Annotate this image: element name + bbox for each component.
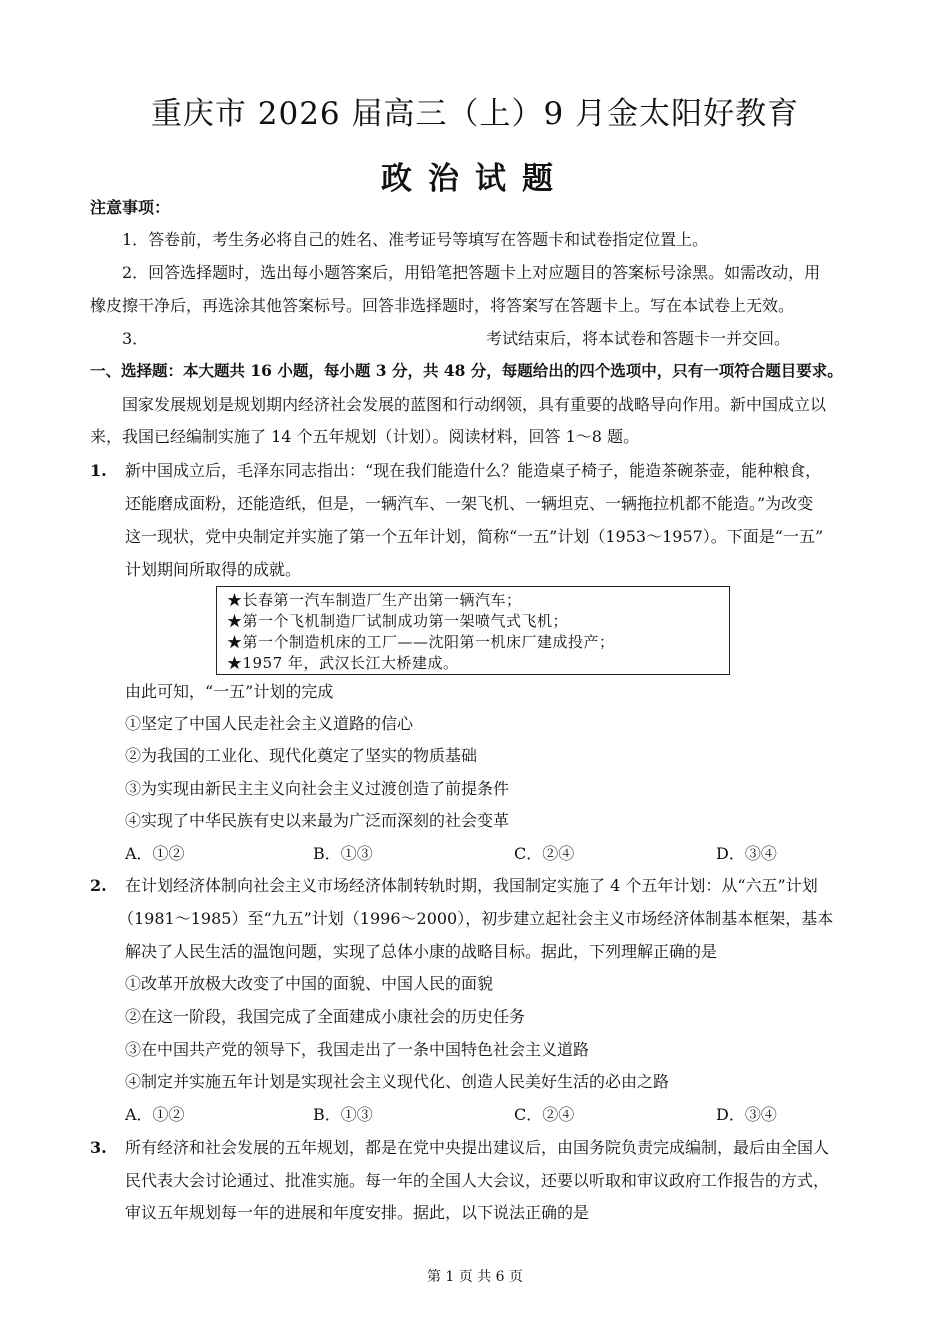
achievement-item: ★长春第一汽车制造厂生产出第一辆汽车； (227, 591, 522, 609)
notice-item-2b: 橡皮擦干净后，再选涂其他答案标号。回答非选择题时，将答案写在答题卡上。写在本试卷上无效。 (90, 296, 795, 315)
question-1-option-b: B．①③ (313, 844, 373, 863)
question-1-statement-2: ②为我国的工业化、现代化奠定了坚实的物质基础 (125, 746, 478, 765)
exam-title: 重庆市 2026 届高三（上）9 月金太阳好教育 (150, 96, 800, 132)
question-1-lead: 由此可知，“一五”计划的完成 (125, 682, 334, 701)
question-1-option-c: C．②④ (514, 844, 575, 863)
notice-item-3-text: 考试结束后，将本试卷和答题卡一并交回。 (486, 329, 791, 348)
notice-item-3-number: 3． (122, 329, 149, 348)
achievements-box (216, 586, 730, 675)
question-1-stem-a: 新中国成立后，毛泽东同志指出：“现在我们能造什么？能造桌子椅子，能造茶碗茶壶，能种粮食， (125, 461, 822, 480)
question-1-stem-d: 计划期间所取得的成就。 (125, 560, 302, 579)
question-1-number: 1. (90, 461, 107, 480)
question-1-stem-c: 这一现状，党中央制定并实施了第一个五年计划，简称“一五”计划（1953～1957）。下面是“一五” (125, 527, 824, 546)
question-1-statement-4: ④实现了中华民族有史以来最为广泛而深刻的社会变革 (125, 811, 510, 830)
question-3-number: 3. (90, 1138, 107, 1157)
notice-item-1: 1．答卷前，考生务必将自己的姓名、准考证号等填写在答题卡和试卷指定位置上。 (122, 230, 709, 249)
question-2-option-a: A．①② (125, 1105, 185, 1124)
question-3-stem-b: 民代表大会讨论通过、批准实施。每一年的全国人大会议，还要以听取和审议政府工作报告的方式， (125, 1171, 830, 1190)
question-1-statement-1: ①坚定了中国人民走社会主义道路的信心 (125, 714, 414, 733)
question-2-number: 2. (90, 876, 107, 895)
question-1-option-a: A．①② (125, 844, 185, 863)
achievement-item: ★第一个制造机床的工厂——沈阳第一机床厂建成投产； (227, 633, 615, 651)
exam-subtitle: 政治试题 (381, 161, 569, 197)
question-1-statement-3: ③为实现由新民主主义向社会主义过渡创造了前提条件 (125, 779, 510, 798)
question-3-stem-a: 所有经济和社会发展的五年规划，都是在党中央提出建议后，由国务院负责完成编制，最后由全国人 (125, 1138, 830, 1157)
section-heading: 一、选择题：本大题共 16 小题，每小题 3 分，共 48 分，每题给出的四个选项中，只有一项符合题目要求。 (90, 361, 843, 380)
question-2-statement-4: ④制定并实施五年计划是实现社会主义现代化、创造人民美好生活的必由之路 (125, 1072, 670, 1091)
achievement-item: ★第一个飞机制造厂试制成功第一架喷气式飞机； (227, 612, 569, 630)
question-2-statement-3: ③在中国共产党的领导下，我国走出了一条中国特色社会主义道路 (125, 1040, 590, 1059)
question-1-option-d: D．③④ (716, 844, 777, 863)
notice-heading: 注意事项： (90, 198, 171, 217)
question-2-stem-a: 在计划经济体制向社会主义市场经济体制转轨时期，我国制定实施了 4 个五年计划：从“六五”计划 (125, 876, 818, 895)
page-footer: 第 1 页 共 6 页 (426, 1269, 524, 1285)
question-2-option-c: C．②④ (514, 1105, 575, 1124)
question-3-stem-c: 审议五年规划每一年的进展和年度安排。据此，以下说法正确的是 (125, 1203, 590, 1222)
question-2-statement-1: ①改革开放极大改变了中国的面貌、中国人民的面貌 (125, 974, 494, 993)
question-2-option-d: D．③④ (716, 1105, 777, 1124)
question-2-statement-2: ②在这一阶段，我国完成了全面建成小康社会的历史任务 (125, 1007, 526, 1026)
notice-item-2a: 2．回答选择题时，选出每小题答案后，用铅笔把答题卡上对应题目的答案标号涂黑。如需改动，用 (122, 263, 821, 282)
achievement-item: ★1957 年，武汉长江大桥建成。 (227, 654, 459, 672)
question-1-stem-b: 还能磨成面粉，还能造纸，但是，一辆汽车、一架飞机、一辆坦克、一辆拖拉机都不能造。”为改变 (125, 494, 814, 513)
question-2-stem-b: （1981～1985）至“九五”计划（1996～2000），初步建立起社会主义市场经济体制基本框架，基本 (118, 909, 834, 928)
question-2-stem-c: 解决了人民生活的温饱问题，实现了总体小康的战略目标。据此，下列理解正确的是 (125, 942, 718, 961)
question-2-option-b: B．①③ (313, 1105, 373, 1124)
section-intro-b: 来，我国已经编制实施了 14 个五年规划（计划）。阅读材料，回答 1～8 题。 (90, 427, 640, 446)
section-intro-a: 国家发展规划是规划期内经济社会发展的蓝图和行动纲领，具有重要的战略导向作用。新中国成立以 (122, 395, 827, 414)
